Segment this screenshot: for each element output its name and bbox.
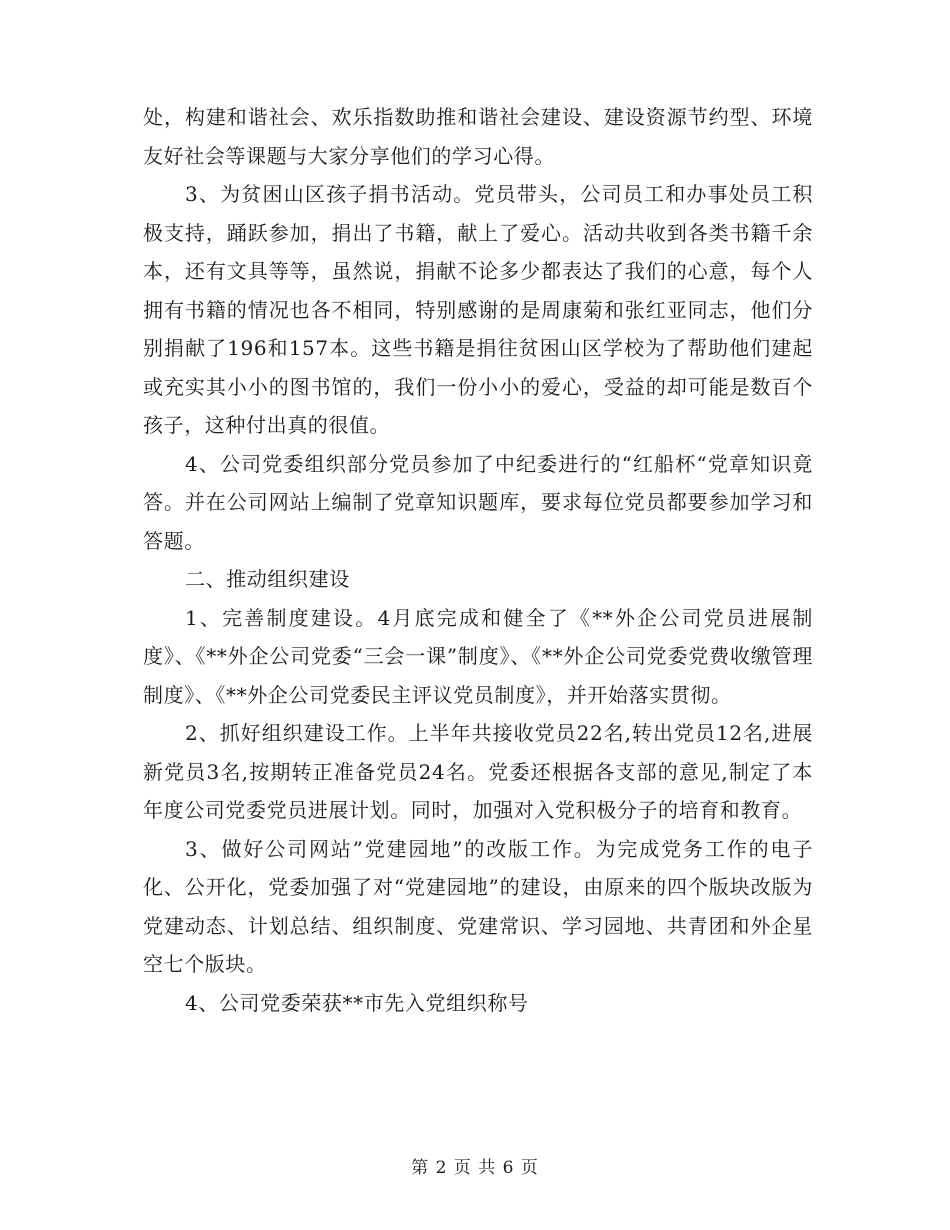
document-body bbox=[143, 98, 813, 1022]
section-heading-organization: 二、推动组织建设 bbox=[185, 567, 350, 591]
paragraph-honor: 4、公司党委荣获**市先入党组织称号 bbox=[185, 990, 529, 1015]
paragraph-organization-work: 2、抓好组织建设工作。上半年共接收党员22名,转出党员12名,进展新党员3名,按期转正准备党员24名。党委还根据各支部的意见,制定了本年度公司党委党员进展计划。同时，加强对入党积极分子的培育和教育。 bbox=[143, 721, 813, 822]
paragraph-continuation: 处，构建和谐社会、欢乐指数助推和谐社会建设、建设资源节约型、环境友好社会等课题与大家分享他们的学习心得。 bbox=[143, 105, 813, 168]
paragraph-system-building: 1、完善制度建设。4月底完成和健全了《**外企公司党员进展制度》、《**外企公司党委“三会一课”制度》、《**外企公司党委党费收缴管理制度》、《**外企公司党委民主评议党员制度》，并开始落实贯彻。 bbox=[143, 605, 813, 707]
page-number-footer: 第 2 页 共 6 页 bbox=[411, 1158, 539, 1178]
paragraph-book-donation: 3、为贫困山区孩子捐书活动。党员带头，公司员工和办事处员工积极支持，踊跃参加，捐出了书籍，献上了爱心。活动共收到各类书籍千余本，还有文具等等，虽然说，捐献不论多少都表达了我们的心意，每个人拥有书籍的情况也各不相同，特别感谢的是周康菊和张红亚同志，他们分别捐献了196和157本。这些书籍是捐往贫困山区学校为了帮助他们建起或充实其小小的图书馆的，我们一份小小的爱心，受益的却可能是数百个孩子，这种付出真的很值。 bbox=[143, 182, 813, 437]
paragraph-website-revision: 3、做好公司网站”党建园地”的改版工作。为完成党务工作的电子化、公开化，党委加强了对“党建园地”的建设，由原来的四个版块改版为党建动态、计划总结、组织制度、党建常识、学习园地、共青团和外企星空七个版块。 bbox=[143, 836, 813, 976]
paragraph-party-quiz: 4、公司党委组织部分党员参加了中纪委进行的“红船杯“党章知识竟答。并在公司网站上编制了党章知识题库，要求每位党员都要参加学习和答题。 bbox=[143, 451, 813, 553]
